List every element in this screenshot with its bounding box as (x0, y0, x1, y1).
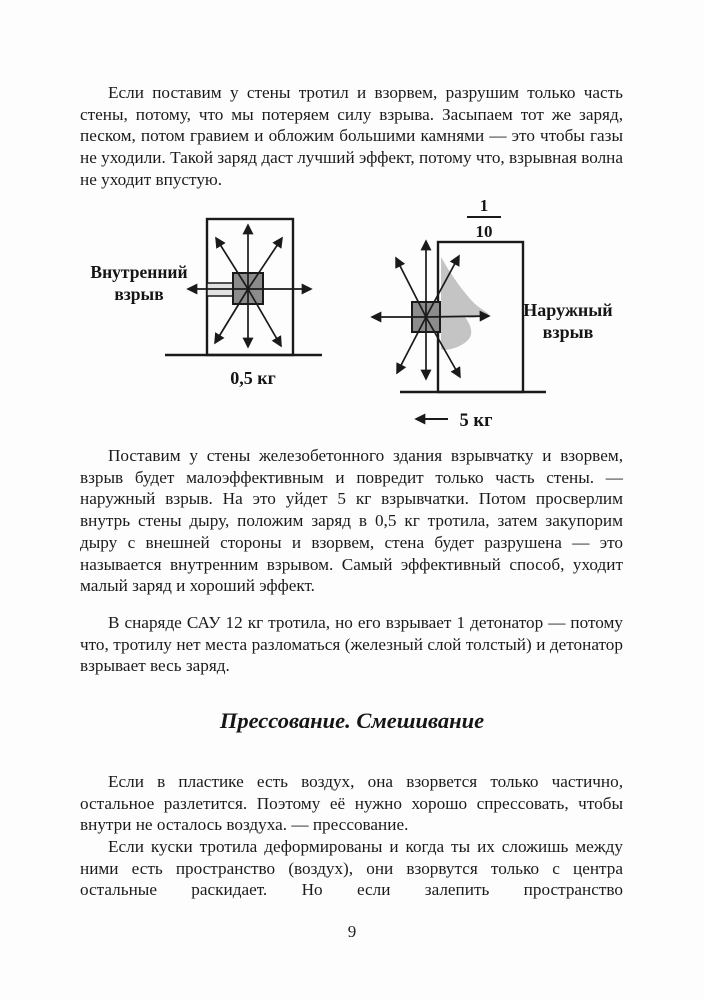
internal-explosion-figure (90, 219, 322, 388)
paragraph-intro: Если поставим у стены тротил и взорвем, разрушим только часть стены, потому, что мы потеряем силу взрыва. Засыпаем тот же заряд, песком, потом гравием и обложим большими камнями — это чтобы газы не уходили. Такой заряд даст лучший эффект, потому что, взрывная волна не уходит впустую. (80, 83, 623, 189)
paragraph-sau-shell: В снаряде САУ 12 кг тротила, но его взрывает 1 детонатор — потому что, тротилу нет места разломаться (железный слой толстый) и детонатор взрывает весь заряд. (80, 613, 623, 676)
paragraph-mixing: Если куски тротила деформированы и когда ты их сложишь между ними есть пространство (воздух), они взорвутся только с центра остальные раскидает. Но если залепить пространство (80, 837, 623, 900)
external-charge-weight-caption: 5 кг (459, 411, 493, 431)
internal-explosion-label-line2: взрыв (114, 284, 164, 304)
page-number: 9 (347, 922, 357, 941)
external-explosion-label-line1: Наружный (523, 300, 613, 320)
paragraph-pressing: Если в пластике есть воздух, она взорвется только частично, остальное разлетится. Поэтому её нужно хорошо спрессовать, чтобы внутри не осталось воздуха. — прессование. (80, 772, 623, 835)
external-explosion-figure (372, 196, 613, 431)
internal-charge-weight-caption: 0,5 кг (230, 368, 276, 388)
scale-fraction-numerator: 1 (479, 196, 489, 215)
section-heading: Прессование. Смешивание (219, 708, 485, 733)
internal-explosion-label-line1: Внутренний (90, 262, 188, 282)
scale-fraction-denominator: 10 (475, 222, 493, 241)
external-explosion-label-line2: взрыв (542, 322, 594, 342)
paragraph-external-internal: Поставим у стены железобетонного здания взрывчатку и взорвем, взрыв будет малоэффективным и повредит только часть стены. — наружный взрыв. На это уйдет 5 кг взрывчатки. Потом просверлим внутрь стены дыру, положим заряд в 0,5 кг тротила, затем закупорим дыру с внешней стороны и взорвем, стена будет разрушена — это называется внутренним взрывом. Самый эффективный способ, уходит малый заряд и хороший эффект. (80, 446, 623, 596)
